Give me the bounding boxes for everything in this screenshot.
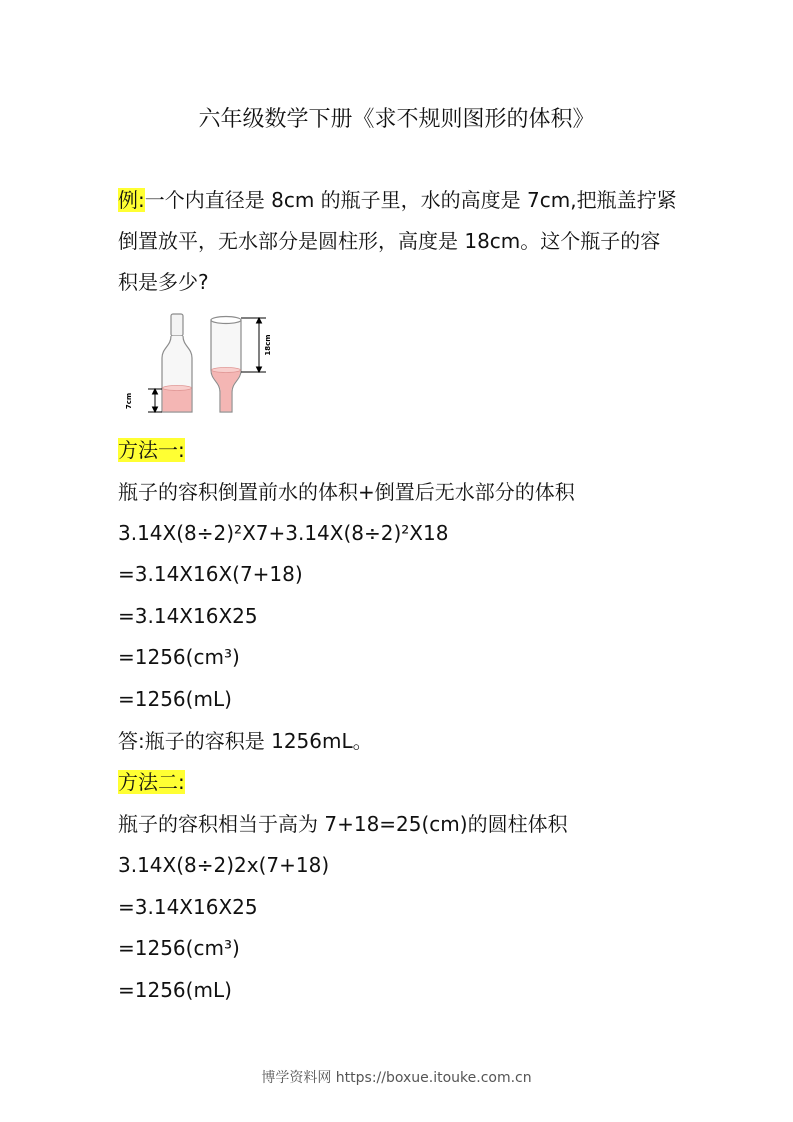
method1-line-6: =1256(mL): [118, 687, 232, 711]
dimension-18cm: [241, 318, 266, 372]
inverted-water: [212, 370, 241, 411]
method2-line-2: 3.14X(8÷2)2x(7+18): [118, 853, 330, 877]
example-label: 例:: [118, 188, 145, 212]
method1-line-1: 瓶子的容积倒置前水的体积+倒置后无水部分的体积: [118, 480, 575, 504]
method2-heading: 方法二:: [118, 770, 185, 794]
dimension-7cm: [148, 389, 162, 412]
method1-line-2: 3.14X(8÷2)²X7+3.14X(8÷2)²X18: [118, 521, 449, 545]
page-title: 六年级数学下册《求不规则图形的体积》: [198, 107, 595, 132]
method2-line-3: =3.14X16X25: [118, 895, 258, 919]
label-7cm: 7cm: [125, 392, 133, 410]
method2-line-4: =1256(cm³): [118, 936, 240, 960]
label-18cm: 18cm: [264, 334, 272, 356]
upright-water: [163, 388, 192, 411]
method1-line-5: =1256(cm³): [118, 645, 240, 669]
example-text: 一个内直径是 8cm 的瓶子里，水的高度是 7cm,把瓶盖拧紧倒置放平，无水部分是圆柱形，高度是 18cm。这个瓶子的容积是多少?: [118, 188, 677, 294]
method2-line-1: 瓶子的容积相当于高为 7+18=25(cm)的圆柱体积: [118, 812, 568, 836]
method2-line-5: =1256(mL): [118, 978, 232, 1002]
footer-source: 博学资料网 https://boxue.itouke.com.cn: [261, 1070, 532, 1086]
bottle-figure: [118, 312, 278, 422]
bottle-diagram: [118, 312, 278, 422]
method1-heading: 方法一:: [118, 438, 185, 462]
method1-line-3: =3.14X16X(7+18): [118, 562, 303, 586]
example-problem: [118, 180, 678, 303]
method1-answer: 答:瓶子的容积是 1256mL。: [118, 729, 373, 753]
method1-line-4: =3.14X16X25: [118, 604, 258, 628]
